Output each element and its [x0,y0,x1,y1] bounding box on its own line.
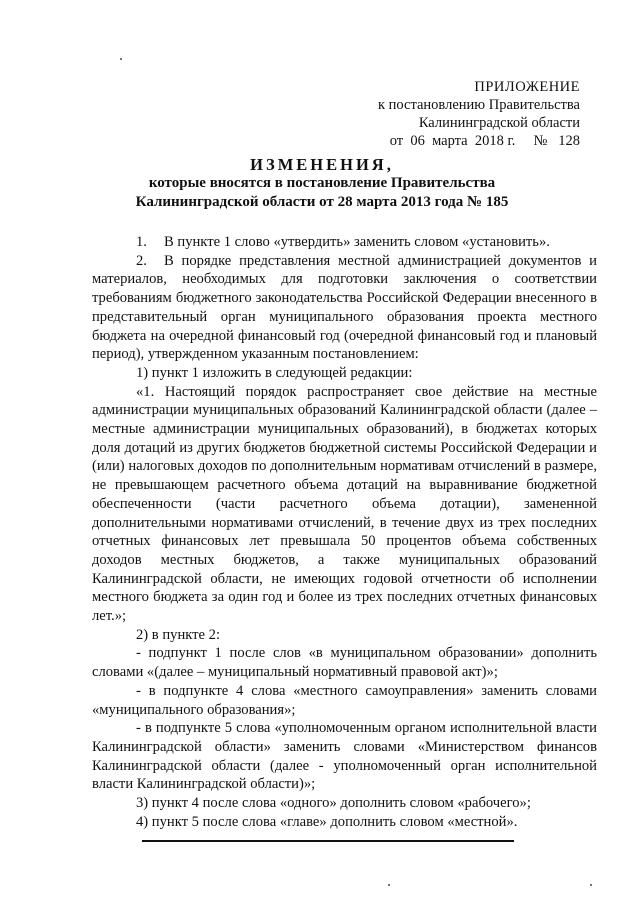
appendix-date: от 06 марта 2018 г. № 128 [389,133,580,149]
paragraph [92,252,597,364]
paragraph-text: - подпункт 1 после слов «в муниципальном образовании» дополнить словами «(далее – муниципальный нормативный правовой акт)»; [92,645,597,681]
closing-rule [142,840,514,842]
paragraph-text: 3) пункт 4 после слова «одного» дополнить словом «рабочего»; [136,795,531,812]
scan-speck [590,884,592,886]
paragraph [92,644,597,681]
document-body [92,233,597,832]
paragraph-text: 2) в пункте 2: [136,626,221,643]
paragraph [92,813,597,832]
appendix-line: Калининградской области [418,115,580,131]
document-heading [92,155,552,212]
paragraph [92,233,597,252]
paragraph [92,364,597,383]
paragraph-text: «1. Настоящий порядок распространяет свое действие на местные администрации муниципальных образований Калининградской области (далее – местные администрации муниципальных образований), в бюджетах которых доля дотаций из других бюджетов бюджетной системы Российской Федерации и (или) налоговых доходов по дополнительным нормативам отчислений в размере, не превышающем расчетного объема дотаций на выравнивание бюджетной обеспеченности (части расчетного объема дотации), замененной дополнительными нормативами отчислений, в течение двух из трех последних отчетных финансовых лет превышала 50 процентов объема собственных доходов местных бюджетов, а также муниципальных образований Калининградской области, не имеющих годовой отчетности об исполнении местного бюджета за один год и более из трех последних отчетных финансовых лет.»; [92,383,597,625]
paragraph [92,682,597,719]
heading-title: ИЗМЕНЕНИЯ, [250,155,394,174]
paragraph [92,794,597,813]
scan-speck [388,884,390,886]
paragraph-number: 2. [136,252,147,269]
paragraph-text: - в подпункте 5 слова «уполномоченным органом исполнительной власти Калининградской области» заменить словами «Министерством финансов Калининградской области (далее - уполномоченный орган исполнительной власти Калининградской области)»; [92,720,597,793]
appendix-title: ПРИЛОЖЕНИЕ [474,79,580,95]
paragraph [92,383,597,626]
paragraph-text: 1) пункт 1 изложить в следующей редакции: [136,364,413,381]
paragraph-text: В порядке представления местной администрацией документов и материалов, необходимых для подготовки заключения о соответствии требованиям бюджетного законодательства Российской Федерации внесенного в представительный орган муниципального образования проекта местного бюджета на очередной финансовый год (очередной финансовый год и плановый период), утвержденном указанным постановлением: [92,252,597,363]
heading-subtitle: которые вносятся в постановление Правительства Калининградской области от 28 марта 2013 года № 185 [135,175,509,210]
paragraph-text: 4) пункт 5 после слова «главе» дополнить словом «местной». [136,813,518,830]
paragraph-text: В пункте 1 слово «утвердить» заменить словом «установить». [164,234,550,250]
paragraph-text: - в подпункте 4 слова «местного самоуправления» заменить словами «муниципального образования»; [92,682,597,718]
paragraph [92,719,597,794]
appendix-line: к постановлению Правительства [378,97,580,113]
paragraph [92,626,597,645]
scan-speck [120,58,122,60]
appendix-block [280,78,580,150]
paragraph-number: 1. [136,234,147,250]
